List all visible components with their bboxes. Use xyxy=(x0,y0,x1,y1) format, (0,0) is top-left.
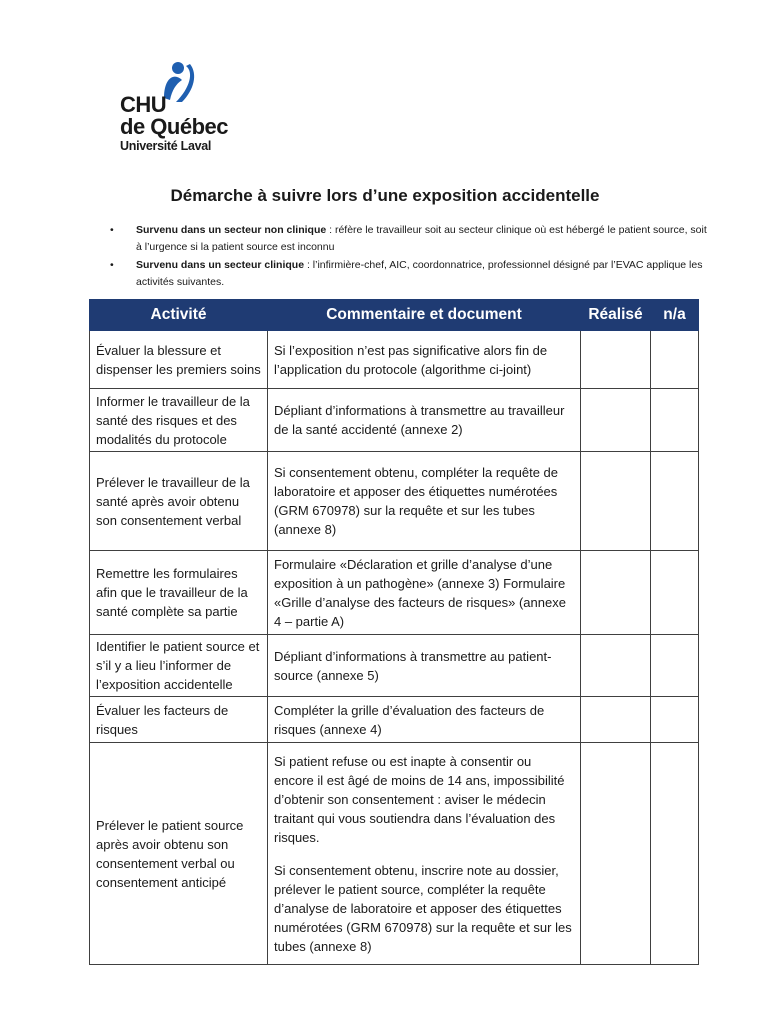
comment-cell xyxy=(268,389,581,452)
done-checkbox-cell[interactable] xyxy=(581,697,651,743)
table-row xyxy=(90,697,699,743)
done-checkbox-cell[interactable] xyxy=(581,452,651,551)
done-checkbox-cell[interactable] xyxy=(581,389,651,452)
comment-cell xyxy=(268,551,581,635)
bullet-text: : réfère le travailleur soit au secteur clinique où est hébergé le patient source, soit à l’urgence si la patient source est inconnu xyxy=(136,224,707,253)
na-checkbox-cell[interactable] xyxy=(651,743,699,965)
comment-text: Formulaire «Déclaration et grille d’analyse d’une exposition à un pathogène» (annexe 3) Formulaire «Grille d’analyse des facteurs de risques» (annexe 4 – partie A) xyxy=(274,556,566,629)
header-activity: Activité xyxy=(90,300,268,331)
header-na: n/a xyxy=(651,300,699,331)
table-row xyxy=(90,743,699,965)
comment-text: Si consentement obtenu, compléter la requête de laboratoire et apposer des étiquettes numérotées (GRM 670978) sur la requête et sur les tubes (annexe 8) xyxy=(274,465,559,537)
activity-cell: Remettre les formulaires afin que le travailleur de la santé complète sa partie xyxy=(90,551,268,635)
comment-cell xyxy=(268,452,581,551)
comment-text: Dépliant d’informations à transmettre au patient-source (annexe 5) xyxy=(274,648,552,683)
comment-cell xyxy=(268,743,581,965)
page-title: Démarche à suivre lors d’une exposition accidentelle xyxy=(170,186,600,205)
na-checkbox-cell[interactable] xyxy=(651,551,699,635)
activity-cell: Prélever le travailleur de la santé après avoir obtenu son consentement verbal xyxy=(90,452,268,551)
bullet-item xyxy=(110,257,710,291)
activity-cell: Informer le travailleur de la santé des risques et des modalités du protocole xyxy=(90,389,268,452)
bullet-text: : l’infirmière-chef, AIC, coordonnatrice, professionnel désigné par l’EVAC applique les activités suivantes. xyxy=(136,259,703,288)
comment-text: Si l’exposition n’est pas significative alors fin de l’application du protocole (algorithme ci-joint) xyxy=(274,342,548,377)
comment-cell xyxy=(268,635,581,697)
logo-line-3: Université Laval xyxy=(120,139,212,153)
na-checkbox-cell[interactable] xyxy=(651,697,699,743)
comment-text: Dépliant d’informations à transmettre au travailleur de la santé accidenté (annexe 2) xyxy=(274,403,565,437)
table-row xyxy=(90,635,699,697)
na-checkbox-cell[interactable] xyxy=(651,389,699,452)
table-row xyxy=(90,452,699,551)
done-checkbox-cell[interactable] xyxy=(581,635,651,697)
bullet-bold: Survenu dans un secteur non clinique xyxy=(136,224,327,236)
logo-line-1: CHU xyxy=(120,92,167,117)
table-header-row xyxy=(90,300,699,331)
activity-cell: Identifier le patient source et s’il y a lieu l’informer de l’exposition accidentelle xyxy=(90,635,268,697)
header-done: Réalisé xyxy=(581,300,651,331)
done-checkbox-cell[interactable] xyxy=(581,331,651,389)
bullet-item xyxy=(110,222,710,256)
procedure-table xyxy=(89,299,699,965)
comment-text: Si patient refuse ou est inapte à consentir ou encore il est âgé de moins de 14 ans, impossibilité d’obtenir son consentement : aviser le médecin traitant qui vous soutiendra dans l’évaluation des risques. xyxy=(274,753,565,845)
header-comment: Commentaire et document xyxy=(268,300,581,331)
bullet-icon: • xyxy=(110,224,114,236)
table-row xyxy=(90,551,699,635)
comment-text: Compléter la grille d’évaluation des facteurs de risques (annexe 4) xyxy=(274,702,545,737)
table-row xyxy=(90,389,699,452)
bullet-bold: Survenu dans un secteur clinique xyxy=(136,259,305,271)
comment-cell xyxy=(268,331,581,389)
done-checkbox-cell[interactable] xyxy=(581,743,651,965)
na-checkbox-cell[interactable] xyxy=(651,452,699,551)
na-checkbox-cell[interactable] xyxy=(651,331,699,389)
comment-text: Si consentement obtenu, inscrire note au dossier, prélever le patient source, compléter la requête d’analyse de laboratoire et apposer des étiquettes numérotées (GRM 670978) sur la requête et sur les tubes (annexe 8) xyxy=(274,862,572,954)
activity-cell: Évaluer les facteurs de risques xyxy=(90,697,268,743)
done-checkbox-cell[interactable] xyxy=(581,551,651,635)
comment-cell xyxy=(268,697,581,743)
bullet-icon: • xyxy=(110,259,114,271)
logo-line-2: de Québec xyxy=(120,114,228,139)
activity-cell: Prélever le patient source après avoir obtenu son consentement verbal ou consentement anticipé xyxy=(90,743,268,965)
context-bullets xyxy=(110,222,710,292)
activity-cell: Évaluer la blessure et dispenser les premiers soins xyxy=(90,331,268,389)
chu-logo xyxy=(120,58,230,158)
na-checkbox-cell[interactable] xyxy=(651,635,699,697)
table-row xyxy=(90,331,699,389)
